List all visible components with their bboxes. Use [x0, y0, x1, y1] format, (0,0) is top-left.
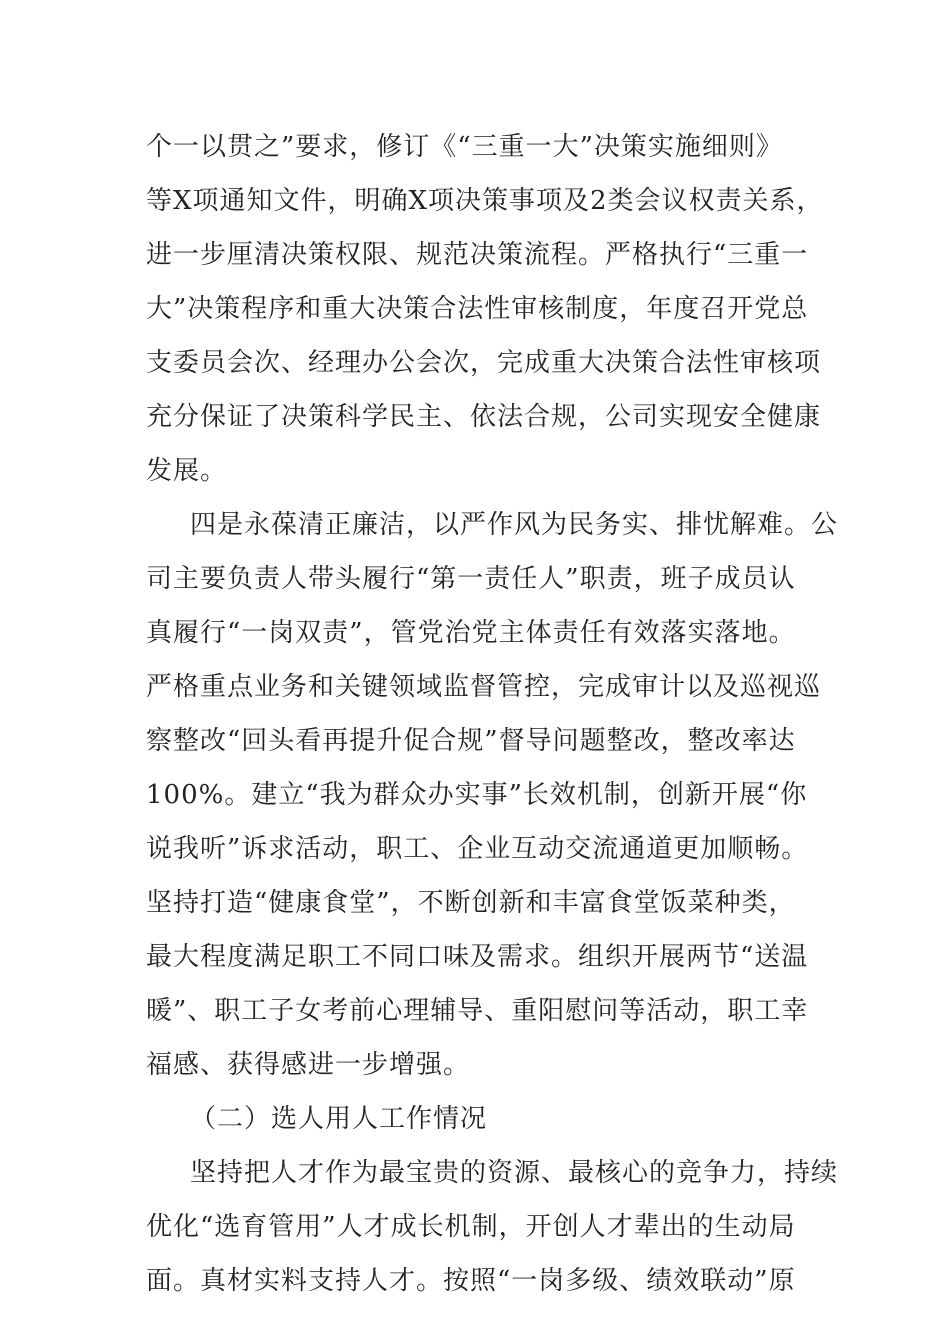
text-line: 发展。	[146, 456, 228, 486]
paragraph-start-line: 四是永葆清正廉洁，以严作风为民务实、排忧解难。公	[190, 510, 839, 540]
text-line: 真履行“一岗双责”，管党治党主体责任有效落实落地。	[146, 618, 796, 648]
text-line: 司主要负责人带头履行“第一责任人”职责，班子成员认	[146, 564, 796, 594]
text-line: 说我听”诉求活动，职工、企业互动交流通道更加顺畅。	[146, 834, 809, 864]
text-line: 察整改“回头看再提升促合规”督导问题整改，整改率达	[146, 726, 796, 756]
text-line: 等X项通知文件，明确X项决策事项及2类会议权责关系，	[146, 186, 824, 216]
text-line: 大”决策程序和重大决策合法性审核制度，年度召开党总	[146, 294, 809, 324]
text-line: 面。真材实料支持人才。按照“一岗多级、绩效联动”原	[146, 1266, 796, 1296]
text-line: 个一以贯之”要求，修订《“三重一大”决策实施细则》	[146, 132, 783, 162]
text-line: 福感、获得感进一步增强。	[146, 1050, 471, 1080]
text-line: 坚持打造“健康食堂”，不断创新和丰富食堂饭菜种类，	[146, 888, 796, 918]
text-line: 充分保证了决策科学民主、依法合规，公司实现安全健康	[146, 402, 822, 432]
paragraph-start-line: 坚持把人才作为最宝贵的资源、最核心的竞争力，持续	[190, 1158, 839, 1188]
section-heading: （二）选人用人工作情况	[190, 1104, 488, 1134]
text-line: 100%。建立“我为群众办实事”长效机制，创新开展“你	[146, 780, 808, 810]
text-line: 严格重点业务和关键领域监督管控，完成审计以及巡视巡	[146, 672, 822, 702]
text-line: 优化“选育管用”人才成长机制，开创人才辈出的生动局	[146, 1212, 796, 1242]
text-line: 暖”、职工子女考前心理辅导、重阳慰问等活动，职工幸	[146, 996, 809, 1026]
text-line: 进一步厘清决策权限、规范决策流程。严格执行“三重一	[146, 240, 809, 270]
text-line: 支委员会次、经理办公会次，完成重大决策合法性审核项	[146, 348, 822, 378]
text-line: 最大程度满足职工不同口味及需求。组织开展两节“送温	[146, 942, 809, 972]
